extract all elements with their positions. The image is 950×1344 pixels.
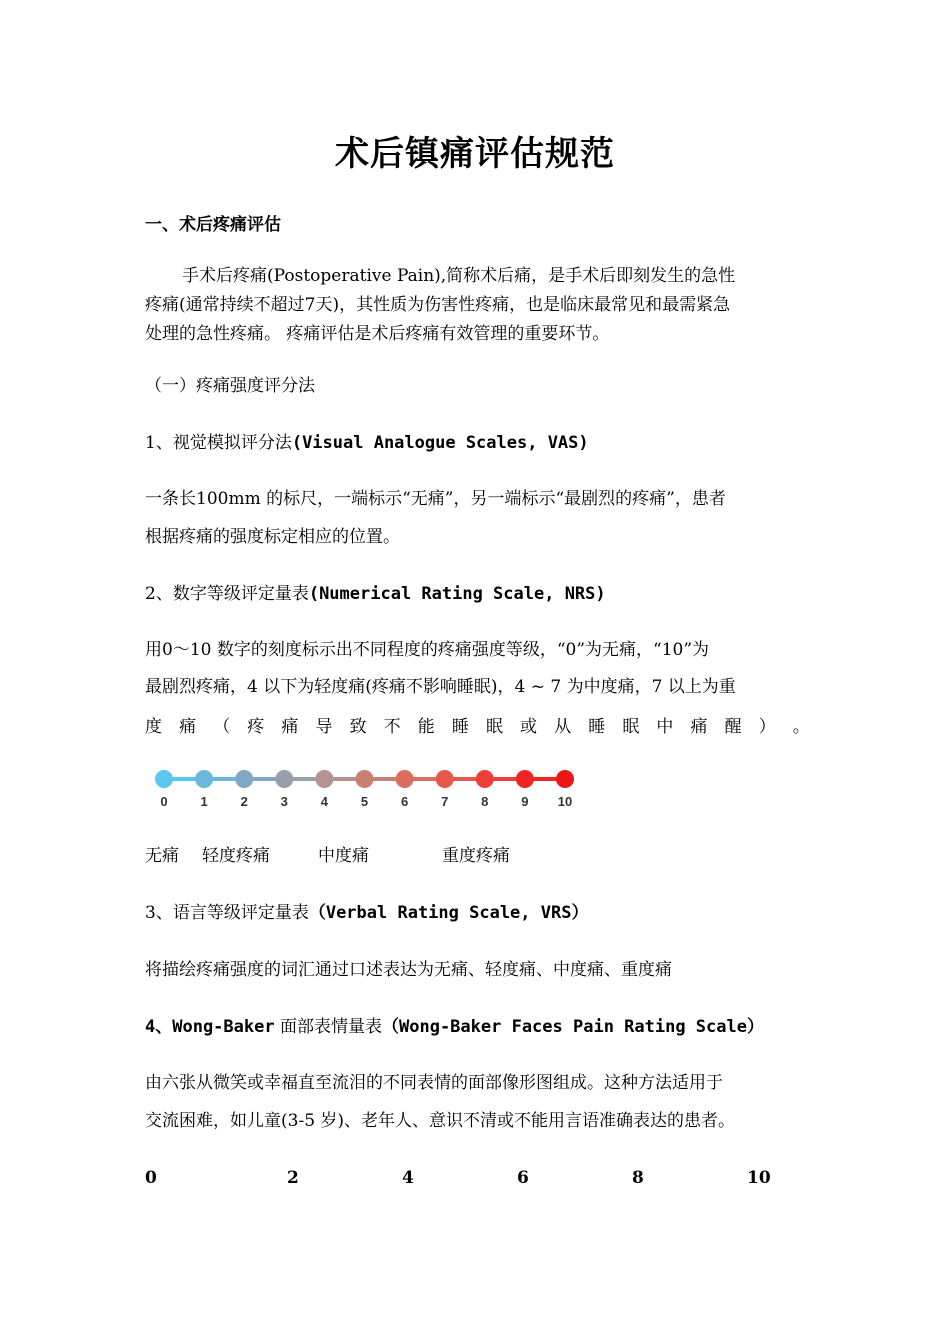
page-title: 术后镇痛评估规范 [335, 134, 615, 174]
intro-line-1: 手术后疼痛(Postoperative Pain),简称术后痛，是手术后即刻发生的急性 [182, 266, 736, 286]
nrs-scale-dot-7 [436, 770, 454, 788]
nrs-scale-label: 9 [521, 794, 529, 809]
nrs-line-3-char: 醒 [724, 717, 742, 737]
nrs-line-3-char: 。 [792, 717, 810, 737]
pain-label-none: 无痛 [145, 846, 179, 866]
nrs-scale-dot-9 [516, 770, 534, 788]
section-heading-postop-pain: 一、术后疼痛评估 [145, 215, 281, 235]
vas-heading: 1、视觉模拟评分法(Visual Analogue Scales, VAS) [145, 433, 589, 453]
nrs-line-3-char: 痛 [179, 717, 197, 737]
nrs-line-1: 用0～10 数字的刻度标示出不同程度的疼痛强度等级，“0”为无痛，“10”为 [145, 640, 710, 660]
nrs-line-3-char: 从 [554, 717, 572, 737]
nrs-scale-dot-3 [275, 770, 293, 788]
nrs-line-3-char: ） [758, 717, 776, 737]
intro-paragraph [145, 262, 810, 349]
pain-label-mild: 轻度疼痛 [202, 846, 270, 866]
nrs-scale-label: 10 [557, 794, 573, 809]
intro-line-2: 疼痛(通常持续不超过7天)，其性质为伤害性疼痛，也是临床最常见和最需紧急 [145, 295, 731, 315]
nrs-line-3-char: 不 [383, 717, 401, 737]
vas-line-2: 根据疼痛的强度标定相应的位置。 [145, 527, 400, 547]
face-score-2: 2 [287, 1168, 299, 1188]
nrs-pain-labels [145, 843, 810, 869]
nrs-line-3-char: 痛 [281, 717, 299, 737]
nrs-scale-graphic [145, 762, 585, 810]
nrs-line-3-char: 睡 [588, 717, 606, 737]
nrs-line-3-char: 致 [349, 717, 367, 737]
nrs-scale-dot-5 [356, 770, 374, 788]
nrs-scale-dot-2 [235, 770, 253, 788]
nrs-line-3-char: 中 [656, 717, 674, 737]
nrs-line-3-char: 眠 [485, 717, 503, 737]
nrs-heading: 2、数字等级评定量表(Numerical Rating Scale, NRS) [145, 584, 606, 604]
subsection-heading: （一）疼痛强度评分法 [145, 376, 315, 396]
nrs-scale-label: 1 [200, 794, 208, 809]
vrs-heading: 3、语言等级评定量表（Verbal Rating Scale, VRS） [145, 903, 589, 923]
nrs-scale-label: 3 [280, 794, 288, 809]
nrs-scale-dot-6 [396, 770, 414, 788]
pain-label-moderate: 中度痛 [318, 846, 369, 866]
nrs-line-3-char: 度 [145, 717, 162, 737]
nrs-line-3-char: 能 [417, 717, 435, 737]
nrs-line-3-char: （ [213, 717, 231, 737]
nrs-line-3-char: 痛 [690, 717, 708, 737]
faces-line-1: 由六张从微笑或幸福直至流泪的不同表情的面部像形图组成。这种方法适用于 [145, 1073, 723, 1093]
nrs-line-2: 最剧烈疼痛，4 以下为轻度痛(疼痛不影响睡眠)，4 ~ 7 为中度痛，7 以上为重 [145, 677, 736, 697]
nrs-scale-label: 8 [481, 794, 489, 809]
faces-heading: 4、Wong-Baker 面部表情量表（Wong-Baker Faces Pain Rating Scale） [145, 1017, 764, 1037]
nrs-scale-label: 2 [240, 794, 248, 809]
nrs-scale-label: 7 [441, 794, 449, 809]
nrs-line-3-char: 导 [315, 717, 333, 737]
nrs-scale-dot-0 [155, 770, 173, 788]
vas-line-1: 一条长100mm 的标尺，一端标示“无痛”，另一端标示“最剧烈的疼痛”，患者 [145, 489, 726, 509]
nrs-scale-label: 4 [320, 794, 329, 809]
nrs-scale-label: 0 [160, 794, 168, 809]
nrs-scale-label: 5 [360, 794, 369, 809]
nrs-line-3-char: 疼 [247, 717, 265, 737]
nrs-line-3-char: 或 [520, 717, 538, 737]
nrs-scale-dot-4 [315, 770, 333, 788]
nrs-line-3-char: 睡 [451, 717, 469, 737]
nrs-line-3 [145, 712, 810, 737]
faces-line-2: 交流困难，如儿童(3-5 岁)、老年人、意识不清或不能用言语准确表达的患者。 [145, 1111, 736, 1131]
nrs-scale-dot-8 [476, 770, 494, 788]
nrs-scale-dot-10 [556, 770, 574, 788]
face-score-4: 4 [402, 1168, 414, 1188]
nrs-scale-label: 6 [400, 794, 409, 809]
vrs-line-1: 将描绘疼痛强度的词汇通过口述表达为无痛、轻度痛、中度痛、重度痛 [145, 960, 672, 980]
face-score-10: 10 [747, 1168, 771, 1188]
nrs-scale-dot-1 [195, 770, 213, 788]
intro-line-3: 处理的急性疼痛。 疼痛评估是术后疼痛有效管理的重要环节。 [145, 324, 610, 344]
face-score-0: 0 [145, 1168, 157, 1188]
face-score-8: 8 [632, 1168, 644, 1188]
nrs-line-3-char: 眠 [622, 717, 640, 737]
pain-label-severe: 重度疼痛 [442, 846, 510, 866]
face-score-6: 6 [517, 1168, 529, 1188]
